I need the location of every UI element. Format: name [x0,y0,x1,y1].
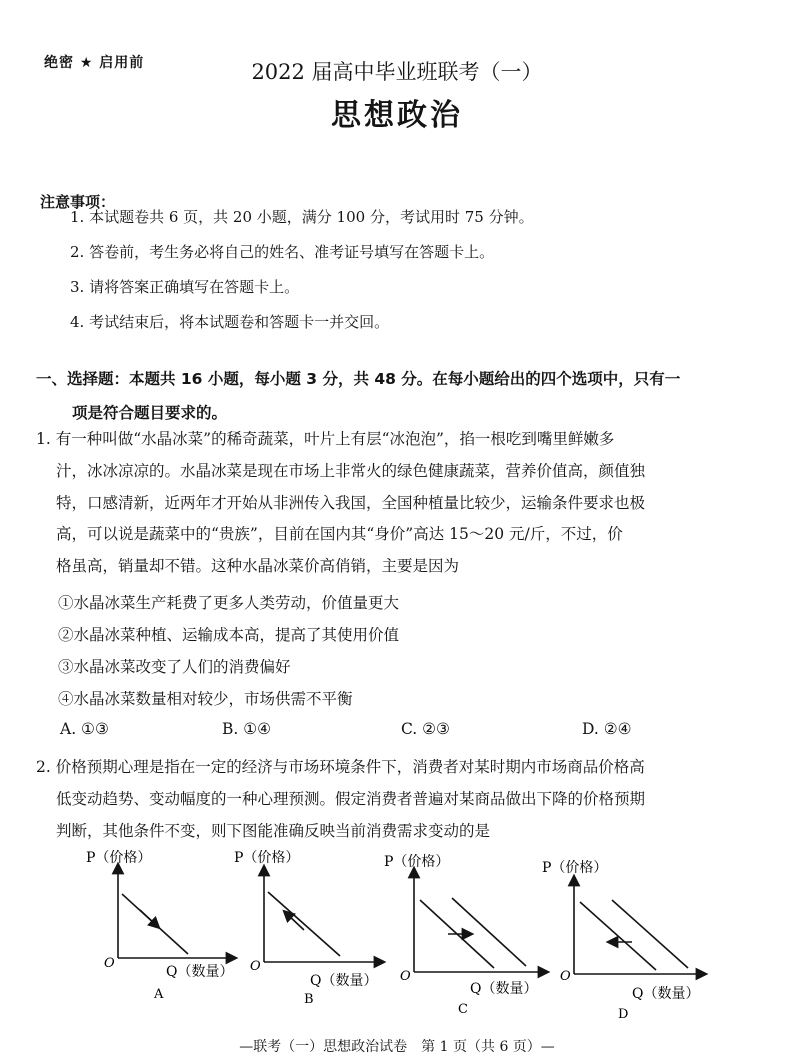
section-heading-line: 一、选择题：本题共 16 小题，每小题 3 分，共 48 分。在每小题给出的四个选项中，只有一 [36,370,681,388]
graph-a [82,846,252,1006]
question-2 [36,752,764,847]
y-axis-label: P（价格） [542,860,608,876]
origin-label: O [560,969,571,984]
graph-label: C [458,1002,468,1017]
question-text-line: 低变动趋势、变动幅度的一种心理预测。假定消费者普遍对某商品做出下降的价格预期 [56,789,646,808]
graph-d [540,852,720,1032]
demand-curve-1 [580,902,656,970]
question-text-line: 2. 价格预期心理是指在一定的经济与市场环境条件下，消费者对某时期内市场商品价格高 [36,758,645,776]
origin-label: O [104,956,115,971]
graph-c [382,846,562,1026]
question-text-line: 格虽高，销量却不错。这种水晶冰菜价高俏销，主要是因为 [56,557,460,576]
notice-item: 3. 请将答案正确填写在答题卡上。 [70,278,300,296]
choice-c: C. ②③ [401,720,450,738]
exam-title: 2022 届高中毕业班联考（一） [251,60,543,84]
question-text-line: 高，可以说是蔬菜中的“贵族”，目前在国内其“身价”高达 15～20 元/斤，不过，价 [56,525,623,544]
section-heading-line: 项是符合题目要求的。 [72,404,228,422]
statement-option: ①水晶冰菜生产耗费了更多人类劳动，价值量更大 [58,594,400,612]
notice-item: 2. 答卷前，考生务必将自己的姓名、准考证号填写在答题卡上。 [70,243,495,261]
section-heading [36,362,756,430]
choice-b: B. ①④ [222,720,272,738]
y-axis-label: P（价格） [86,850,152,866]
y-axis-label: P（价格） [234,850,300,866]
choice-d: D. ②④ [582,720,632,738]
origin-label: O [400,969,411,984]
demand-curve-2 [612,900,688,968]
confidential-label: 绝密 ★ 启用前 [44,55,145,71]
choice-a: A. ①③ [60,720,109,738]
graph-label: D [618,1007,629,1022]
movement-arrow [140,910,156,925]
question-text-line: 1. 有一种叫做“水晶冰菜”的稀奇蔬菜，叶片上有层“冰泡泡”，掐一根吃到嘴里鲜嫩多 [36,430,615,448]
page-footer: —联考（一）思想政治试卷 第 1 页（共 6 页）— [239,1039,555,1055]
statement-option: ③水晶冰菜改变了人们的消费偏好 [58,658,291,676]
graph-b [232,846,402,1006]
question-text-line: 特，口感清新，近两年才开始从非洲传入我国，全国种植量比较少，运输条件要求也极 [56,493,646,512]
x-axis-label: Q（数量） [632,986,700,1002]
demand-curve-2 [452,898,526,966]
x-axis-label: Q（数量） [310,973,378,989]
origin-label: O [250,959,261,974]
notice-title: 注意事项： [40,193,116,211]
notice-item: 4. 考试结束后，将本试题卷和答题卡一并交回。 [70,313,390,331]
x-axis-label: Q（数量） [166,964,234,980]
graph-label: B [304,992,314,1006]
y-axis-label: P（价格） [384,854,450,870]
subject-title: 思想政治 [331,98,463,133]
demand-curve [268,892,340,956]
notice-item: 1. 本试题卷共 6 页，共 20 小题，满分 100 分，考试用时 75 分钟。 [70,208,534,226]
question-text-line: 汁，冰冰凉凉的。水晶冰菜是现在市场上非常火的绿色健康蔬菜，营养价值高，颜值独 [56,461,646,480]
x-axis-label: Q（数量） [470,981,538,997]
statement-option: ②水晶冰菜种植、运输成本高，提高了其使用价值 [58,626,400,644]
statement-option: ④水晶冰菜数量相对较少，市场供需不平衡 [58,690,353,708]
question-text-line: 判断，其他条件不变，则下图能准确反映当前消费需求变动的是 [56,821,491,840]
question-1 [36,424,761,583]
graph-label: A [154,987,164,1002]
